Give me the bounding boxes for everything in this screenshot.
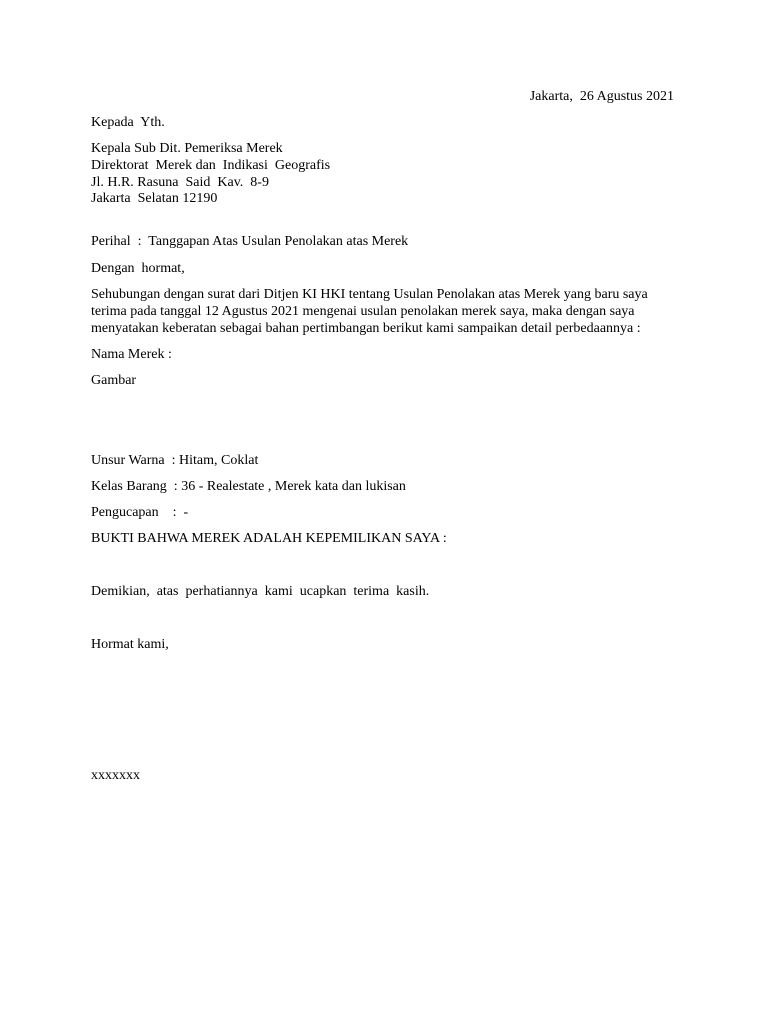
recipient-line-1: Kepala Sub Dit. Pemeriksa Merek (91, 141, 283, 156)
recipient-line-4: Jakarta Selatan 12190 (91, 191, 218, 206)
body-line-3: menyatakan keberatan sebagai bahan pertimbangan berikut kami sampaikan detail perbedaannya : (91, 321, 641, 336)
body-line-2: terima pada tanggal 12 Agustus 2021 mengenai usulan penolakan merek saya, maka dengan saya (91, 304, 635, 319)
color-elements: Unsur Warna : Hitam, Coklat (91, 453, 259, 468)
signature-name: xxxxxxx (91, 768, 140, 783)
pronunciation: Pengucapan : - (91, 505, 189, 520)
salutation-to: Kepada Yth. (91, 115, 165, 130)
recipient-line-3: Jl. H.R. Rasuna Said Kav. 8-9 (91, 175, 269, 190)
body-line-1: Sehubungan dengan surat dari Ditjen KI HKI tentang Usulan Penolakan atas Merek yang baru saya (91, 287, 648, 302)
greeting: Dengan hormat, (91, 261, 185, 276)
letter-date: Jakarta, 26 Agustus 2021 (529, 89, 674, 104)
regards: Hormat kami, (91, 637, 169, 652)
image-label: Gambar (91, 373, 137, 388)
brand-name-label: Nama Merek : (91, 347, 172, 362)
closing-sentence: Demikian, atas perhatiannya kami ucapkan terima kasih. (91, 584, 430, 599)
goods-class: Kelas Barang : 36 - Realestate , Merek kata dan lukisan (91, 479, 406, 494)
body-paragraph (91, 286, 681, 337)
subject-line: Perihal : Tanggapan Atas Usulan Penolakan atas Merek (91, 234, 409, 249)
recipient-line-2: Direktorat Merek dan Indikasi Geografis (91, 158, 331, 173)
ownership-proof-heading: BUKTI BAHWA MEREK ADALAH KEPEMILIKAN SAYA : (91, 531, 447, 546)
